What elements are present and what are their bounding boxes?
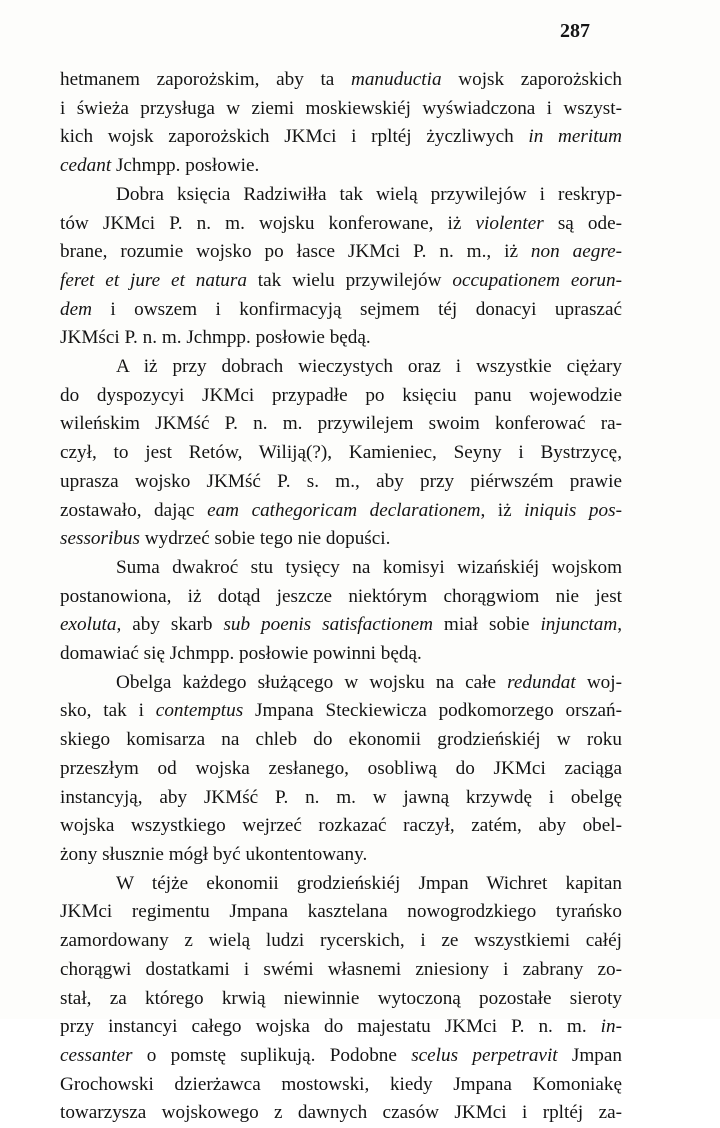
text-line: hetmanem zaporożskim, aby ta manuductia wojsk zaporożskich xyxy=(60,69,622,90)
text-line: zamordowany z wielą ludzi rycerskich, i ze wszystkiemi całéj xyxy=(60,930,622,952)
text-line: domawiać się Jchmpp. posłowie powinni będą. xyxy=(60,643,422,665)
text-line: postanowiona, iż dotąd jeszcze niektórym chorągwiom nie jest xyxy=(60,585,622,607)
text-line: skiego komisarza na chleb do ekonomii grodzieńskiéj w roku xyxy=(60,729,622,751)
text-line: przy instancyi całego wojska do majestatu JKMci P. n. m. in- xyxy=(60,1016,622,1038)
text-line: dem i owszem i konfirmacyją sejmem téj donacyi upraszać xyxy=(60,298,622,320)
text-line: tów JKMci P. n. m. wojsku konferowane, iż violenter są ode- xyxy=(60,212,622,234)
text-line: A iż przy dobrach wieczystych oraz i wszystkie ciężary xyxy=(116,356,622,378)
text-line: JKMści P. n. m. Jchmpp. posłowie będą. xyxy=(60,327,371,349)
text-line: stał, za którego krwią niewinnie wytoczoną pozostałe sieroty xyxy=(60,987,622,1009)
text-line: wileńskim JKMść P. n. m. przywilejem swoim konferować ra- xyxy=(60,413,622,435)
text-line: brane, rozumie wojsko po łasce JKMci P. n. m., iż non aegre- xyxy=(60,241,622,263)
text-line: Suma dwakroć stu tysięcy na komisyi wizańskiéj wojskom xyxy=(116,556,622,578)
text-line: uprasza wojsko JKMść P. s. m., aby przy piérwszém prawie xyxy=(60,470,622,492)
text-line: przeszłym od wojska zesłanego, osobliwą do JKMci zaciąga xyxy=(60,757,622,779)
text-line: zostawało, dając eam cathegoricam declarationem, iż iniquis pos- xyxy=(60,499,622,521)
page-number: 287 xyxy=(560,20,590,42)
text-line: żony słusznie mógł być ukontentowany. xyxy=(60,843,368,865)
text-line: czył, to jest Retów, Wiliją(?), Kamieniec, Seyny i Bystrzycę, xyxy=(60,442,622,464)
text-line: Grochowski dzierżawca mostowski, kiedy Jmpana Komoniakę xyxy=(60,1073,622,1095)
text-line: towarzysza wojskowego z dawnych czasów JKMci i rpltéj za- xyxy=(60,1102,622,1124)
text-line: Dobra księcia Radziwiłła tak wielą przywilejów i reskryp- xyxy=(116,183,622,205)
text-line: cedant Jchmpp. posłowie. xyxy=(60,155,260,177)
text-line: kich wojsk zaporożskich JKMci i rpltéj życzliwych in meritum xyxy=(60,126,622,148)
text-line: chorągwi dostatkami i swémi własnemi zniesiony i zabrany zo- xyxy=(60,958,622,980)
text-line: do dyspozycyi JKMci przypadłe po księciu panu wojewodzie xyxy=(60,384,622,406)
text-line: wojska wszystkiego wejrzeć rozkazać raczył, zatém, aby obel- xyxy=(60,815,622,837)
text-line: sessoribus wydrzeć sobie tego nie dopuści. xyxy=(60,528,391,550)
text-line: i świeża przysługa w ziemi moskiewskiéj wyświadczona i wszyst- xyxy=(60,97,622,119)
text-line: instancyją, aby JKMść P. n. m. w jawną krzywdę i obelgę xyxy=(60,786,622,808)
text-line: W téjże ekonomii grodzieńskiéj Jmpan Wichret kapitan xyxy=(116,872,622,894)
text-line: JKMci regimentu Jmpana kasztelana nowogrodzkiego tyrańsko xyxy=(60,901,622,923)
text-line: cessanter o pomstę suplikują. Podobne scelus perpetravit Jmpan xyxy=(60,1044,622,1066)
text-line: exoluta, aby skarb sub poenis satisfactionem miał sobie injunctam, xyxy=(60,614,623,636)
text-line: Obelga każdego służącego w wojsku na całe redundat woj- xyxy=(116,671,622,693)
text-line: feret et jure et natura tak wielu przywilejów occupationem eorun- xyxy=(60,269,622,291)
text-line: sko, tak i contemptus Jmpana Steckiewicza podkomorzego orszań- xyxy=(60,700,623,722)
body-text xyxy=(60,66,622,1128)
